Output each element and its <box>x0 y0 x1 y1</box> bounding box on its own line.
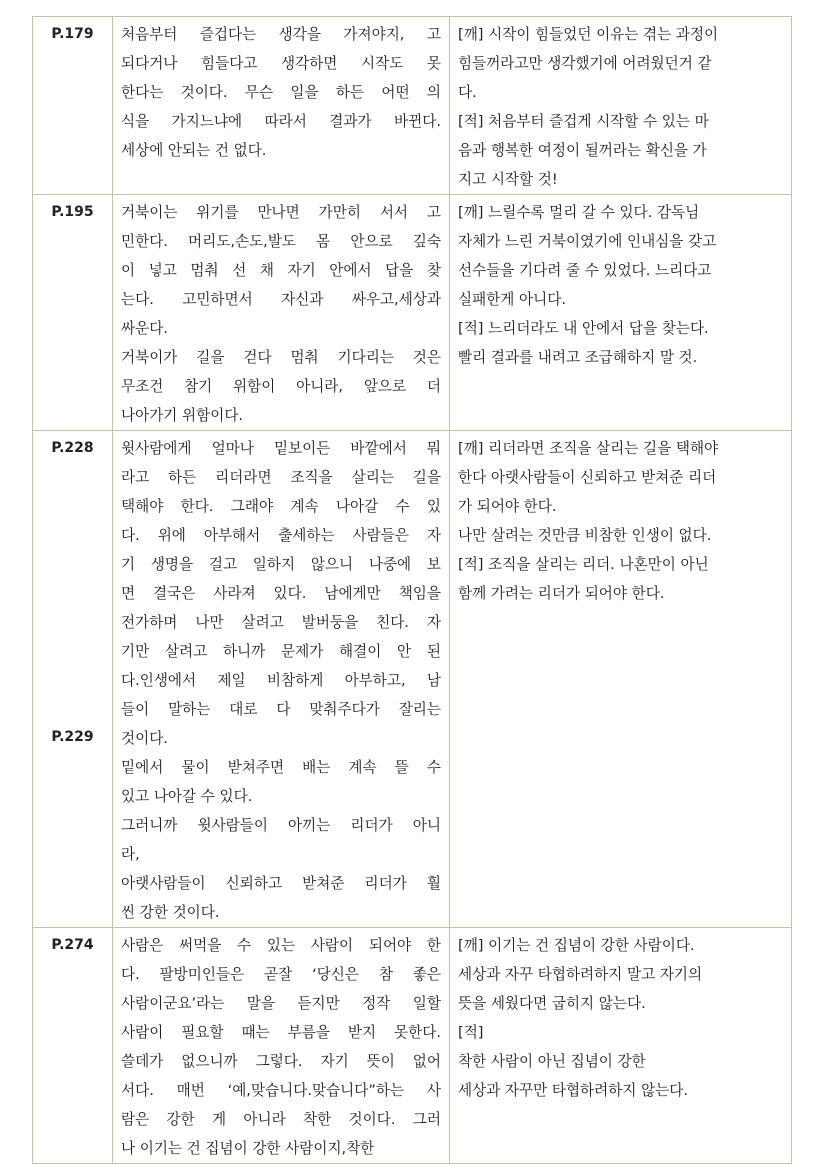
quote-line: 전가하며 나만 살려고 발버둥을 친다. 자 <box>121 614 441 631</box>
note-line: [적] 처음부터 즐겁게 시작할 수 있는 마 <box>458 113 709 130</box>
page-number-cell <box>33 431 113 928</box>
note-line: 세상과 자꾸만 타협하려하지 않는다. <box>458 1082 689 1099</box>
quote-line: 라, <box>121 846 140 863</box>
reading-notes-table <box>32 16 792 1164</box>
table-row <box>33 928 792 1164</box>
note-cell <box>450 928 792 1164</box>
note-line: 착한 사람이 아닌 집념이 강한 <box>458 1053 646 1070</box>
quote-cell <box>113 431 450 928</box>
quote-line: 라고 하든 리더라면 조직을 살리는 길을 <box>121 469 441 486</box>
quote-line: 씬 강한 것이다. <box>121 904 220 921</box>
quote-line: 람은 강한 게 아니라 착한 것이다. 그러 <box>121 1111 441 1128</box>
quote-line: 그러니까 윗사람들이 아끼는 리더가 아니 <box>121 817 441 834</box>
quote-line: 사람이군요’라는 말을 듣지만 정작 일할 <box>121 995 441 1012</box>
quote-line: 다. 위에 아부해서 출세하는 사람들은 자 <box>121 527 441 544</box>
page-number: P.228 <box>51 440 94 456</box>
note-line: 한다 아랫사람들이 신뢰하고 받쳐준 리더 <box>458 469 717 486</box>
note-line: 음과 행복한 여정이 될꺼라는 확신을 가 <box>458 142 707 159</box>
quote-line: 싸운다. <box>121 320 168 337</box>
note-line: 힘들꺼라고만 생각했기에 어려웠던거 같 <box>458 55 712 72</box>
note-line: 실패한게 아니다. <box>458 291 566 308</box>
quote-line: 다. 팔방미인들은 곧잘 ‘당신은 참 좋은 <box>121 966 441 983</box>
table-row <box>33 195 792 431</box>
quote-line: 기 생명을 걸고 일하지 않으니 나중에 보 <box>121 556 441 573</box>
quote-line: 나아가기 위함이다. <box>121 407 244 424</box>
quote-line: 나 이기는 건 집념이 강한 사람이지,착한 <box>121 1140 375 1157</box>
quote-cell <box>113 195 450 431</box>
quote-cell <box>113 17 450 195</box>
note-line: [깨] 시작이 힘들었던 이유는 겪는 과정이 <box>458 26 719 43</box>
note-line: 나만 살려는 것만큼 비참한 인생이 없다. <box>458 527 712 544</box>
quote-line: 밑에서 물이 받쳐주면 배는 계속 뜰 수 <box>121 759 441 776</box>
note-line: [깨] 느릴수록 멀리 갈 수 있다. 감독님 <box>458 204 700 221</box>
quote-line: 민한다. 머리도,손도,발도 몸 안으로 깊숙 <box>121 233 441 250</box>
note-line: [적] 느리더라도 내 안에서 답을 찾는다. <box>458 320 709 337</box>
table-row <box>33 17 792 195</box>
quote-line: 택해야 한다. 그래야 계속 나아갈 수 있 <box>121 498 441 515</box>
note-cell <box>450 195 792 431</box>
quote-line: 아랫사람들이 신뢰하고 받쳐준 리더가 훨 <box>121 875 441 892</box>
table-body <box>33 17 792 1164</box>
quote-line: 면 결국은 사라져 있다. 남에게만 책임을 <box>121 585 441 602</box>
page-number: P.179 <box>51 26 94 42</box>
quote-line: 세상에 안되는 건 없다. <box>121 142 267 159</box>
quote-cell <box>113 928 450 1164</box>
quote-line: 다.인생에서 제일 비참하게 아부하고, 남 <box>121 672 441 689</box>
quote-line: 는다. 고민하면서 자신과 싸우고,세상과 <box>121 291 441 308</box>
quote-line: 있고 나아갈 수 있다. <box>121 788 253 805</box>
note-line: 선수들을 기다려 줄 수 있었다. 느리다고 <box>458 262 712 279</box>
quote-line: 사람은 써먹을 수 있는 사람이 되어야 한 <box>121 937 441 954</box>
note-line: [깨] 리더라면 조직을 살리는 길을 택해야 <box>458 440 719 457</box>
note-line: [깨] 이기는 건 집념이 강한 사람이다. <box>458 937 695 954</box>
quote-line: 쓸데가 없으니까 그렇다. 자기 뜻이 없어 <box>121 1053 441 1070</box>
quote-line: 식을 가지느냐에 따라서 결과가 바뀐다. <box>121 113 441 130</box>
note-cell <box>450 17 792 195</box>
page-number: P.274 <box>51 937 94 953</box>
table-row <box>33 431 792 928</box>
note-line: 가 되어야 한다. <box>458 498 557 515</box>
quote-line: 되다거나 힘들다고 생각하면 시작도 못 <box>121 55 441 72</box>
quote-line: 거북이는 위기를 만나면 가만히 서서 고 <box>121 204 441 221</box>
note-line: 뜻을 세웠다면 굽히지 않는다. <box>458 995 646 1012</box>
quote-line: 사람이 필요할 때는 부름을 받지 못한다. <box>121 1024 441 1041</box>
quote-line: 기만 살려고 하니까 문제가 해결이 안 된 <box>121 643 441 660</box>
quote-line: 무조건 참기 위함이 아니라, 앞으로 더 <box>121 378 441 395</box>
quote-line: 것이다. <box>121 730 168 747</box>
page-number-cell <box>33 928 113 1164</box>
page-number-cell <box>33 195 113 431</box>
quote-line: 서다. 매번 ‘예,맞습니다.맞습니다”하는 사 <box>121 1082 441 1099</box>
quote-line: 들이 말하는 대로 다 맞춰주다가 잘리는 <box>121 701 441 718</box>
note-line: [적] 조직을 살리는 리더. 나혼만이 아닌 <box>458 556 709 573</box>
quote-line: 처음부터 즐겁다는 생각을 가져야지, 고 <box>121 26 441 43</box>
page-number-cell <box>33 17 113 195</box>
note-line: 지고 시작할 것! <box>458 171 558 188</box>
note-line: 빨리 결과를 내려고 조급해하지 말 것. <box>458 349 698 366</box>
page-number: P.229 <box>51 729 94 745</box>
quote-line: 거북이가 길을 걷다 멈춰 기다리는 것은 <box>121 349 441 366</box>
note-line: [적] <box>458 1024 484 1041</box>
quote-line: 한다는 것이다. 무슨 일을 하든 어떤 의 <box>121 84 441 101</box>
note-line: 함께 가려는 리더가 되어야 한다. <box>458 585 665 602</box>
page-number: P.195 <box>51 204 94 220</box>
note-line: 자체가 느린 거북이였기에 인내심을 갖고 <box>458 233 717 250</box>
note-line: 세상과 자꾸 타협하려하지 말고 자기의 <box>458 966 703 983</box>
note-cell <box>450 431 792 928</box>
quote-line: 이 넣고 멈춰 선 채 자기 안에서 답을 찾 <box>121 262 441 279</box>
note-line: 다. <box>458 84 477 101</box>
quote-line: 윗사람에게 얼마나 밑보이든 바깥에서 뭐 <box>121 440 441 457</box>
